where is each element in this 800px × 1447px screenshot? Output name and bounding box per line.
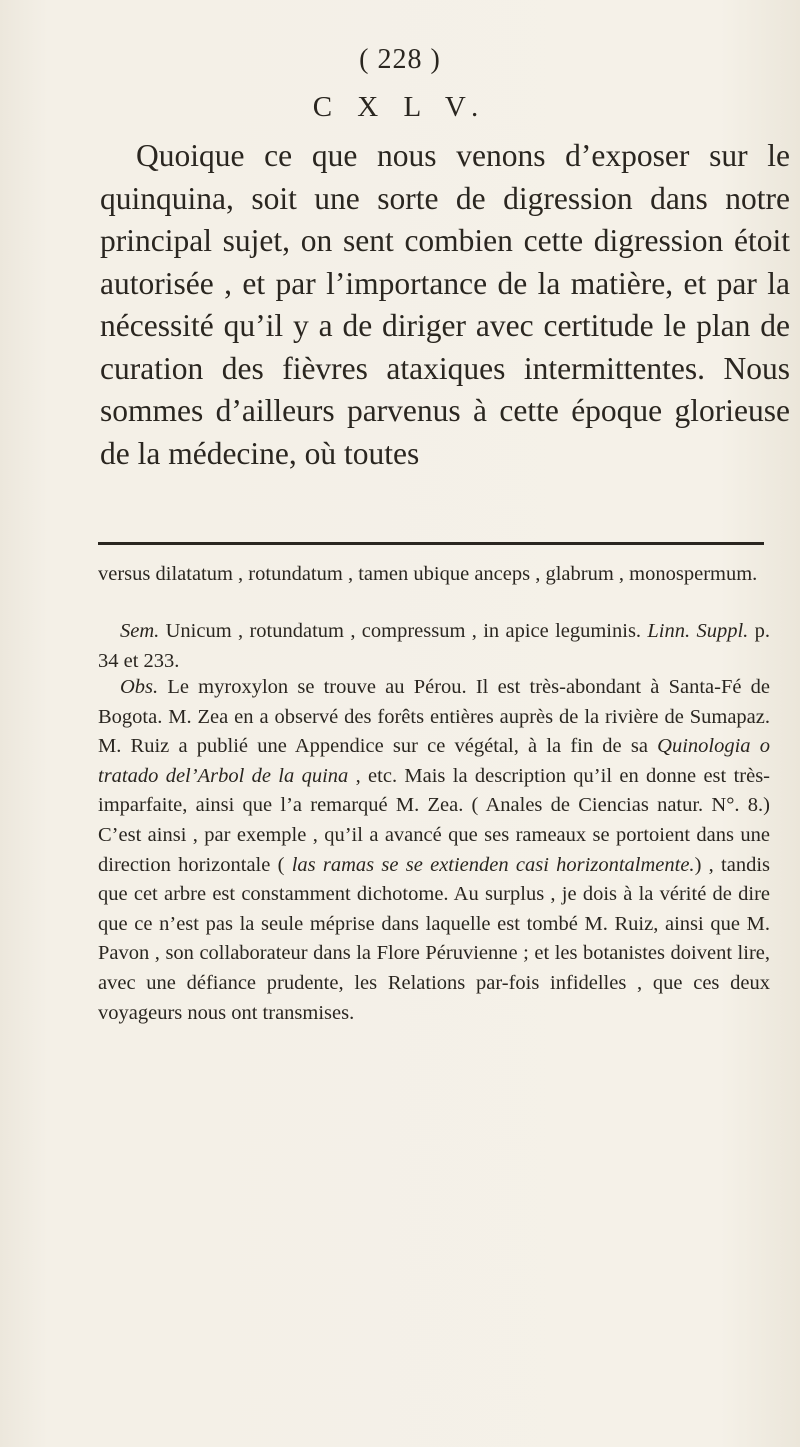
quinologia-title: Quinologia o tratado del’Arbol de la quina bbox=[98, 735, 770, 787]
obs-text-c: ) , tandis que cet arbre est constamment dichotome. Au surplus , je dois à la vérité de dire que ce n’est pas la seule méprise dans laquelle est tombé M. Ruiz, ainsi que M. Pavon , son collaborateur dans la Flore Péruvienne ; et les botanistes doivent lire, avec une défiance prudente, les Relations par-fois infidelles , que ces deux voyageurs nous ont transmises. bbox=[98, 853, 771, 1024]
footnote-observation bbox=[98, 673, 770, 1028]
reference-pages: p. 34 et 233. bbox=[98, 620, 771, 672]
footnote-seed-description bbox=[98, 617, 770, 676]
footnote-divider bbox=[98, 542, 764, 545]
footnote-continuation: versus dilatatum , rotundatum , tamen ubique anceps , glabrum , monospermum. bbox=[98, 563, 758, 585]
spanish-quote: las ramas se se extienden casi horizontalmente. bbox=[291, 853, 695, 876]
chapter-heading: C X L V. bbox=[312, 91, 488, 123]
main-paragraph: Quoique ce que nous venons d’exposer sur le quinquina, soit une sorte de digression dans notre principal sujet, on sent combien cette digression étoit autorisée , et par l’importance de la matière, et par la nécessité qu’il y a de diriger avec certitude le plan de curation des fièvres ataxiques intermittentes. Nous sommes d’ailleurs parvenus à cette époque glorieuse de la médecine, où toutes bbox=[100, 138, 790, 471]
page-number: ( 228 ) bbox=[359, 44, 441, 75]
seed-label: Sem. bbox=[120, 620, 160, 642]
linnaeus-reference: Linn. Suppl. bbox=[647, 620, 749, 642]
obs-label: Obs. bbox=[120, 676, 159, 698]
obs-text-a: Le myroxylon se trouve au Pérou. Il est très-abondant à Santa-Fé de Bogota. M. Zea en a observé des forêts entières auprès de la rivière de Sumapaz. M. Ruiz a publié une Appendice sur ce végétal, à la fin de sa bbox=[98, 676, 770, 758]
obs-text-b: , etc. Mais la description qu’il en donne est très-imparfaite, ainsi que l’a remarqué M. Zea. ( Anales de Ciencias natur. N°. 8.) C’est ainsi , par exemple , qu’il a avancé que ses rameaux se portoient dans une direction horizontale ( bbox=[98, 764, 770, 876]
seed-text: Unicum , rotundatum , compressum , in apice leguminis. bbox=[159, 620, 648, 642]
